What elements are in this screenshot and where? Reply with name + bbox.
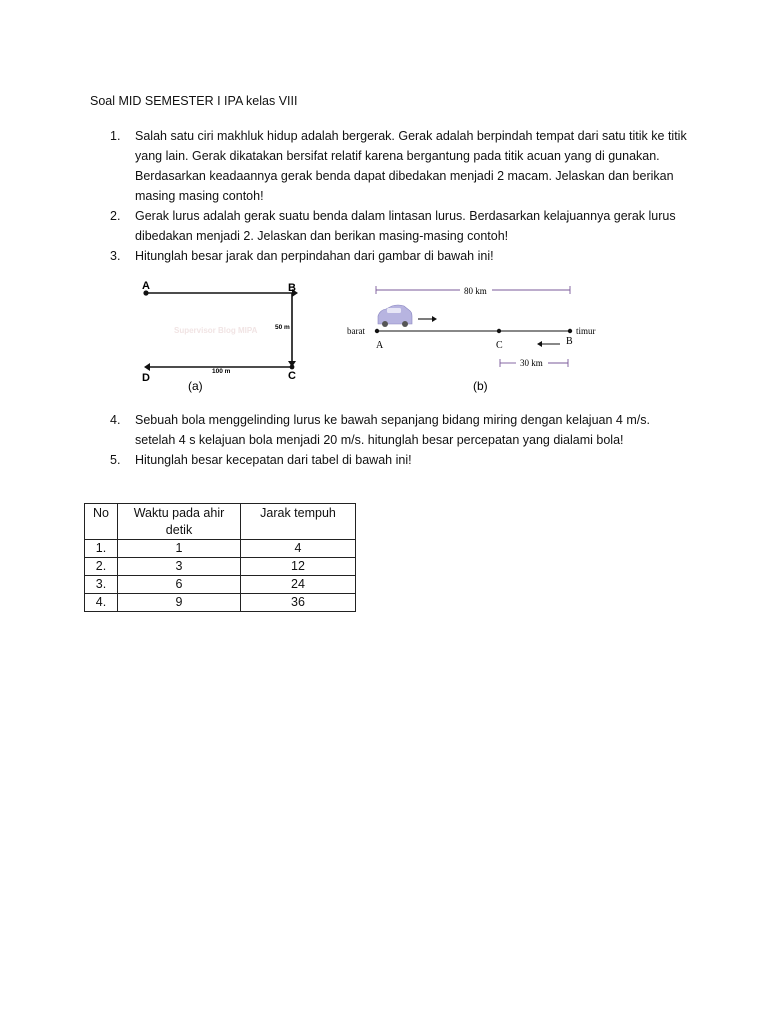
car-icon	[378, 305, 412, 327]
figure-a	[142, 280, 298, 393]
figure-b	[347, 286, 596, 393]
question-number: 2.	[110, 209, 121, 223]
cell-no: 4.	[85, 594, 118, 612]
col-header-no: No	[85, 504, 118, 540]
car-arrow-head	[432, 316, 437, 322]
question-text: Sebuah bola menggelinding lurus ke bawah sepanjang bidang miring dengan kelajuan 4 m/s. setelah 4 s kelajuan bola menjadi 20 m/s. hitunglah besar percepatan yang dialami bola!	[135, 413, 650, 447]
label-east: timur	[576, 326, 596, 336]
question-item	[110, 206, 690, 246]
label-b: B	[288, 282, 296, 294]
cell-time: 3	[118, 558, 241, 576]
question-number: 1.	[110, 129, 121, 143]
question-number: 3.	[110, 249, 121, 263]
cell-no: 1.	[85, 540, 118, 558]
cell-time: 9	[118, 594, 241, 612]
question-text: Gerak lurus adalah gerak suatu benda dalam lintasan lurus. Berdasarkan kelajuannya gerak lurus dibedakan menjadi 2. Jelaskan dan berikan masing-masing contoh!	[135, 209, 676, 243]
table-header-row	[85, 504, 356, 540]
cell-distance: 24	[241, 576, 356, 594]
speed-table	[84, 503, 356, 612]
question-text: Hitunglah besar kecepatan dari tabel di bawah ini!	[135, 453, 412, 467]
caption-b: (b)	[473, 379, 488, 393]
question-text: Hitunglah besar jarak dan perpindahan dari gambar di bawah ini!	[135, 249, 494, 263]
point-b-dot-b	[568, 329, 572, 333]
question-item	[110, 246, 690, 266]
label-a-b: A	[376, 340, 384, 351]
cell-time: 6	[118, 576, 241, 594]
label-c-b: C	[496, 340, 503, 351]
point-a-dot-b	[375, 329, 379, 333]
cell-distance: 36	[241, 594, 356, 612]
table-row	[85, 594, 356, 612]
figure-container	[130, 276, 610, 400]
label-dist-cd: 100 m	[212, 368, 231, 375]
label-d: D	[142, 372, 150, 384]
label-dist-bc: 50 m	[275, 324, 290, 331]
question-list-top	[110, 126, 690, 266]
label-back-dist: 30 km	[520, 358, 543, 368]
question-item	[110, 450, 690, 470]
question-item	[110, 410, 690, 450]
label-west: barat	[347, 326, 365, 336]
caption-a: (a)	[188, 379, 203, 393]
question-text: Salah satu ciri makhluk hidup adalah bergerak. Gerak adalah berpindah tempat dari satu titik ke titik yang lain. Gerak dikatakan bersifat relatif karena bergantung pada titik acuan yang di gunakan. Berdasarkan keadaannya gerak benda dapat dibedakan menjadi 2 macam. Jelaskan dan berikan masing masing contoh!	[135, 129, 687, 203]
cell-distance: 12	[241, 558, 356, 576]
question-list-bottom	[110, 410, 690, 470]
document-title: Soal MID SEMESTER I IPA kelas VIII	[90, 94, 298, 108]
cell-time: 1	[118, 540, 241, 558]
label-total-dist: 80 km	[464, 286, 487, 296]
motion-figures	[130, 276, 610, 400]
question-item	[110, 126, 690, 206]
label-c: C	[288, 370, 296, 382]
table-row	[85, 576, 356, 594]
cell-distance: 4	[241, 540, 356, 558]
table-row	[85, 558, 356, 576]
table-row	[85, 540, 356, 558]
label-b-b: B	[566, 336, 573, 347]
label-a: A	[142, 280, 150, 292]
point-c-dot-b	[497, 329, 501, 333]
arrow-head-d	[144, 363, 150, 371]
cell-no: 2.	[85, 558, 118, 576]
question-number: 5.	[110, 453, 121, 467]
watermark-text: Supervisor Blog MIPA	[174, 326, 258, 335]
cell-no: 3.	[85, 576, 118, 594]
point-c-dot	[290, 365, 295, 370]
question-number: 4.	[110, 413, 121, 427]
col-header-distance: Jarak tempuh	[241, 504, 356, 540]
return-arrow-head	[537, 341, 542, 347]
col-header-time: Waktu pada ahir detik	[118, 504, 241, 540]
